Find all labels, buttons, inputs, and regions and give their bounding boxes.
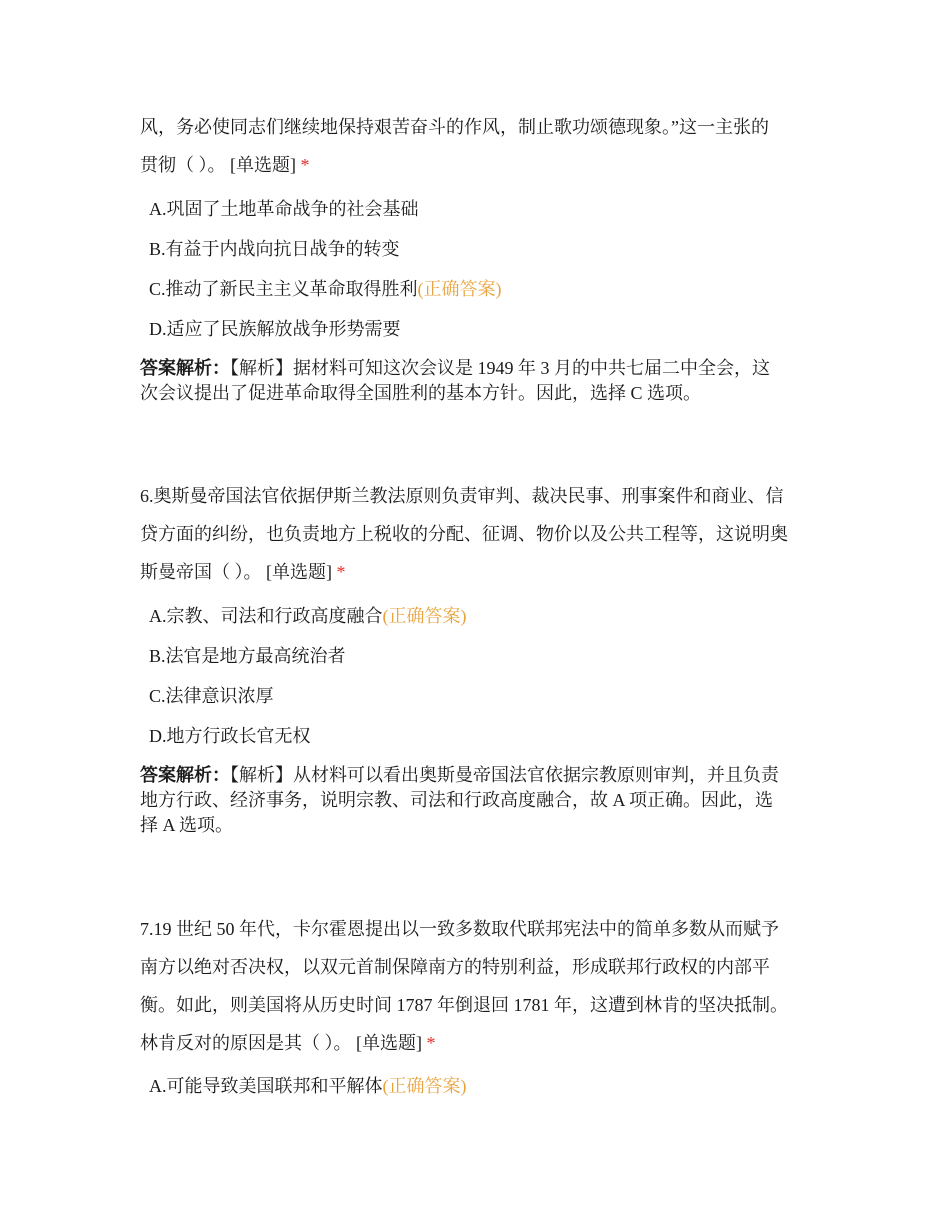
analysis-text: 【解析】据材料可知这次会议是 1949 年 3 月的中共七届二中全会，这 xyxy=(230,358,770,378)
correct-answer-tag: (正确答案) xyxy=(382,1076,467,1096)
option-text: C.法律意识浓厚 xyxy=(149,686,274,706)
option-text: C.推动了新民主主义革命取得胜利 xyxy=(149,279,418,299)
stem-line-text: 贯彻（ ）。 xyxy=(140,155,226,175)
stem-line: 风，务必使同志们继续地保持艰苦奋斗的作风，制止歌功颂德现象。”这一主张的 xyxy=(140,117,769,137)
option-text: B.有益于内战向抗日战争的转变 xyxy=(149,239,400,259)
correct-answer-tag: (正确答案) xyxy=(382,606,467,626)
required-asterisk: * xyxy=(300,155,310,175)
question-5-analysis xyxy=(140,356,820,406)
option-text: D.适应了民族解放战争形势需要 xyxy=(149,319,401,339)
stem-line: 7.19 世纪 50 年代，卡尔霍恩提出以一致多数取代联邦宪法中的简单多数从而赋予 xyxy=(140,919,779,939)
stem-line-text: 斯曼帝国（ ）。 xyxy=(140,562,262,582)
option-text: B.法官是地方最高统治者 xyxy=(149,646,346,666)
option-b[interactable] xyxy=(140,229,820,269)
question-6-stem xyxy=(140,477,820,591)
option-a[interactable] xyxy=(140,1066,820,1106)
analysis-line xyxy=(140,763,820,788)
question-type: [单选题] xyxy=(230,155,296,175)
analysis-label: 答案解析： xyxy=(140,358,230,378)
option-text: A.宗教、司法和行政高度融合 xyxy=(149,606,383,626)
stem-line: 6.奥斯曼帝国法官依据伊斯兰教法原则负责审判、裁决民事、刑事案件和商业、信 xyxy=(140,486,784,506)
question-6-analysis xyxy=(140,763,820,838)
stem-line-text: 林肯反对的原因是其（ ）。 xyxy=(140,1033,352,1053)
question-type: [单选题] xyxy=(356,1033,422,1053)
correct-answer-tag: (正确答案) xyxy=(417,279,502,299)
option-a[interactable] xyxy=(140,189,820,229)
stem-line xyxy=(140,1024,820,1062)
question-type: [单选题] xyxy=(266,562,332,582)
option-c[interactable] xyxy=(140,269,820,309)
analysis-line xyxy=(140,356,820,381)
analysis-line: 择 A 选项。 xyxy=(140,815,234,835)
question-7-stem xyxy=(140,910,820,1062)
analysis-label: 答案解析： xyxy=(140,765,230,785)
required-asterisk: * xyxy=(426,1033,436,1053)
question-5-options xyxy=(140,189,820,349)
stem-line: 南方以绝对否决权，以双元首制保障南方的特别利益，形成联邦行政权的内部平 xyxy=(140,957,770,977)
analysis-line: 地方行政、经济事务，说明宗教、司法和行政高度融合，故 A 项正确。因此，选 xyxy=(140,790,774,810)
option-d[interactable] xyxy=(140,716,820,756)
analysis-line: 次会议提出了促进革命取得全国胜利的基本方针。因此，选择 C 选项。 xyxy=(140,383,702,403)
stem-line: 衡。如此，则美国将从历史时间 1787 年倒退回 1781 年，这遭到林肯的坚决抵制。 xyxy=(140,995,788,1015)
option-text: D.地方行政长官无权 xyxy=(149,726,311,746)
option-d[interactable] xyxy=(140,309,820,349)
analysis-text: 【解析】从材料可以看出奥斯曼帝国法官依据宗教原则审判，并且负责 xyxy=(230,765,779,785)
option-text: A.巩固了土地革命战争的社会基础 xyxy=(149,199,419,219)
option-b[interactable] xyxy=(140,636,820,676)
option-text: A.可能导致美国联邦和平解体 xyxy=(149,1076,383,1096)
required-asterisk: * xyxy=(336,562,346,582)
stem-line xyxy=(140,553,820,591)
question-6-options xyxy=(140,596,820,756)
stem-line: 贷方面的纠纷，也负责地方上税收的分配、征调、物价以及公共工程等，这说明奥 xyxy=(140,524,788,544)
option-a[interactable] xyxy=(140,596,820,636)
stem-line xyxy=(140,146,820,184)
option-c[interactable] xyxy=(140,676,820,716)
question-5-stem xyxy=(140,108,820,184)
question-7-options xyxy=(140,1066,820,1106)
